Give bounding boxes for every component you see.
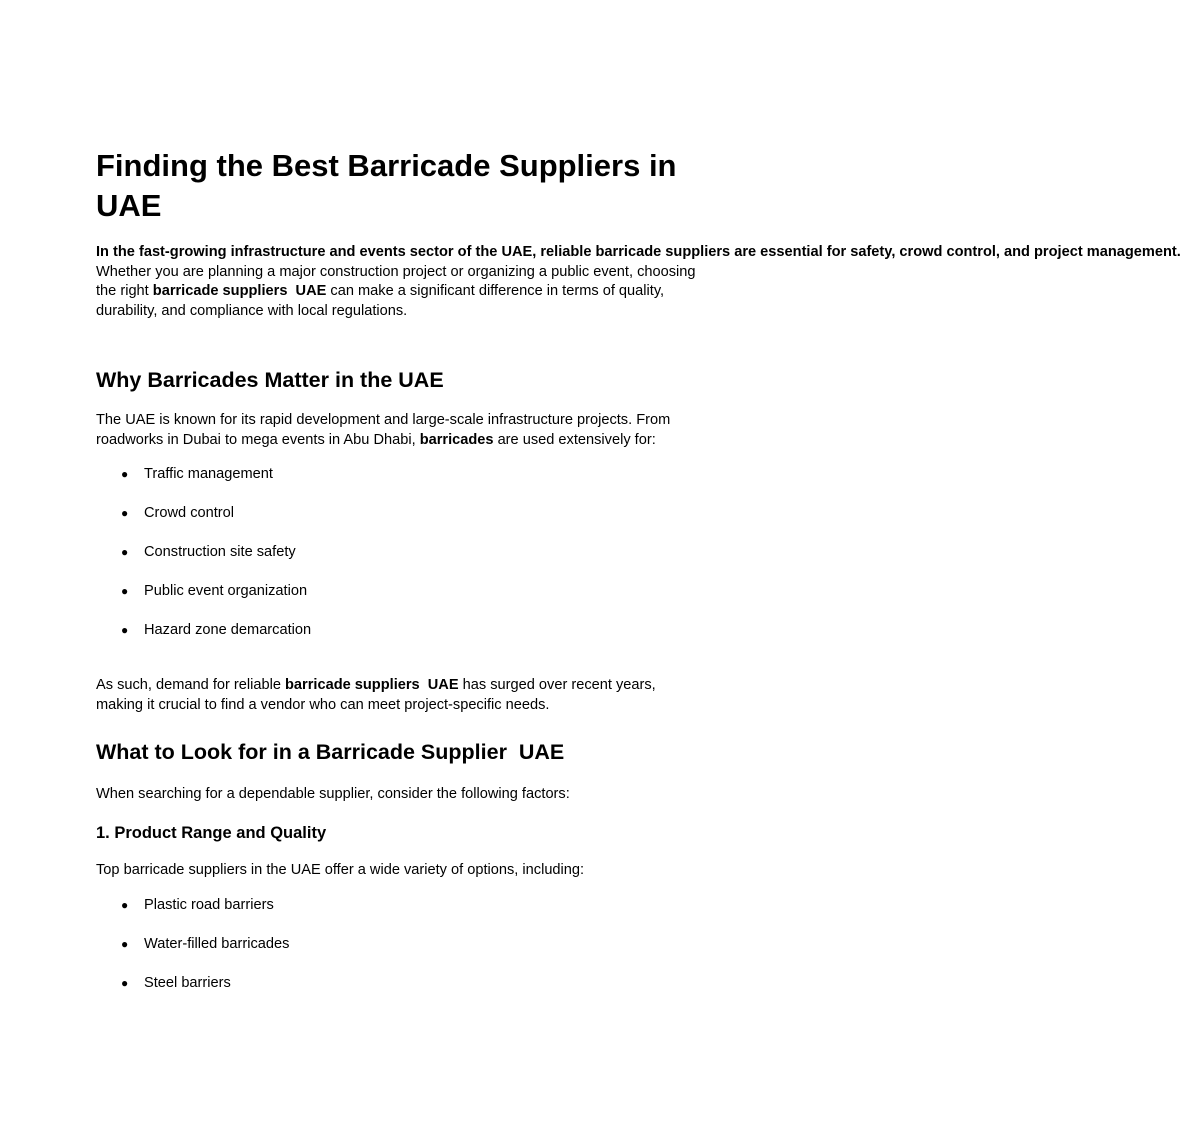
product-bullet-list (96, 896, 700, 1013)
after-text-1: As such, demand for reliable (96, 677, 286, 693)
subsection-heading-product-range: 1. Product Range and Quality (96, 824, 327, 842)
bullet-icon: ● (121, 467, 129, 481)
section-heading-what: What to Look for in a Barricade Supplier UAE (96, 740, 565, 764)
list-item-text: Public event organization (144, 583, 308, 599)
intro-paragraph (96, 243, 1181, 321)
list-item-text: Steel barriers (144, 975, 231, 991)
after-text-2: has surged over recent years, making it crucial to find a vendor who can meet project-specific needs. (96, 677, 656, 713)
list-item (96, 465, 700, 504)
bullet-icon: ● (121, 937, 129, 951)
what-paragraph: When searching for a dependable supplier, consider the following factors: (96, 786, 570, 802)
intro-bold-lead: In the fast-growing infrastructure and events sector of the UAE, reliable barricade suppliers are essential for safety, crowd control, and project management. (96, 244, 1181, 260)
why-text-2: are used extensively for: (493, 431, 656, 448)
list-item-text: Traffic management (144, 466, 273, 482)
list-item (96, 504, 700, 543)
why-paragraph (96, 411, 700, 450)
section-heading-why: Why Barricades Matter in the UAE (96, 368, 444, 392)
list-item (96, 582, 700, 621)
bullet-icon: ● (121, 545, 129, 559)
bullet-icon: ● (121, 898, 129, 912)
why-text-1: The UAE is known for its rapid development and large-scale infrastructure projects. From roadworks in Dubai to mega events in Abu Dhabi, (96, 412, 671, 448)
list-item-text: Construction site safety (144, 544, 296, 560)
bullet-icon: ● (121, 584, 129, 598)
list-item (96, 974, 700, 1013)
bullet-icon: ● (121, 623, 129, 637)
why-after-paragraph (96, 676, 700, 715)
list-item-text: Plastic road barriers (144, 897, 274, 913)
page-title: Finding the Best Barricade Suppliers in UAE (96, 148, 677, 223)
list-item-text: Hazard zone demarcation (144, 622, 312, 638)
why-bold-1: barricades (419, 431, 494, 448)
list-item (96, 543, 700, 582)
list-item (96, 896, 700, 935)
intro-bold-1: barricade suppliers UAE (152, 283, 327, 300)
product-range-paragraph: Top barricade suppliers in the UAE offer a wide variety of options, including: (96, 862, 585, 878)
list-item (96, 621, 700, 660)
bullet-icon: ● (121, 976, 129, 990)
after-bold-1: barricade suppliers UAE (285, 677, 459, 693)
intro-text-1: Whether you are planning a major construction project or organizing a public event, choosing the right (96, 263, 696, 300)
intro-text-2: can make a significant difference in terms of quality, durability, and compliance with local regulations. (96, 283, 665, 319)
list-item-text: Crowd control (144, 505, 235, 521)
why-bullet-list (96, 465, 700, 660)
list-item-text: Water-filled barricades (144, 936, 290, 952)
bullet-icon: ● (121, 506, 129, 520)
list-item (96, 935, 700, 974)
